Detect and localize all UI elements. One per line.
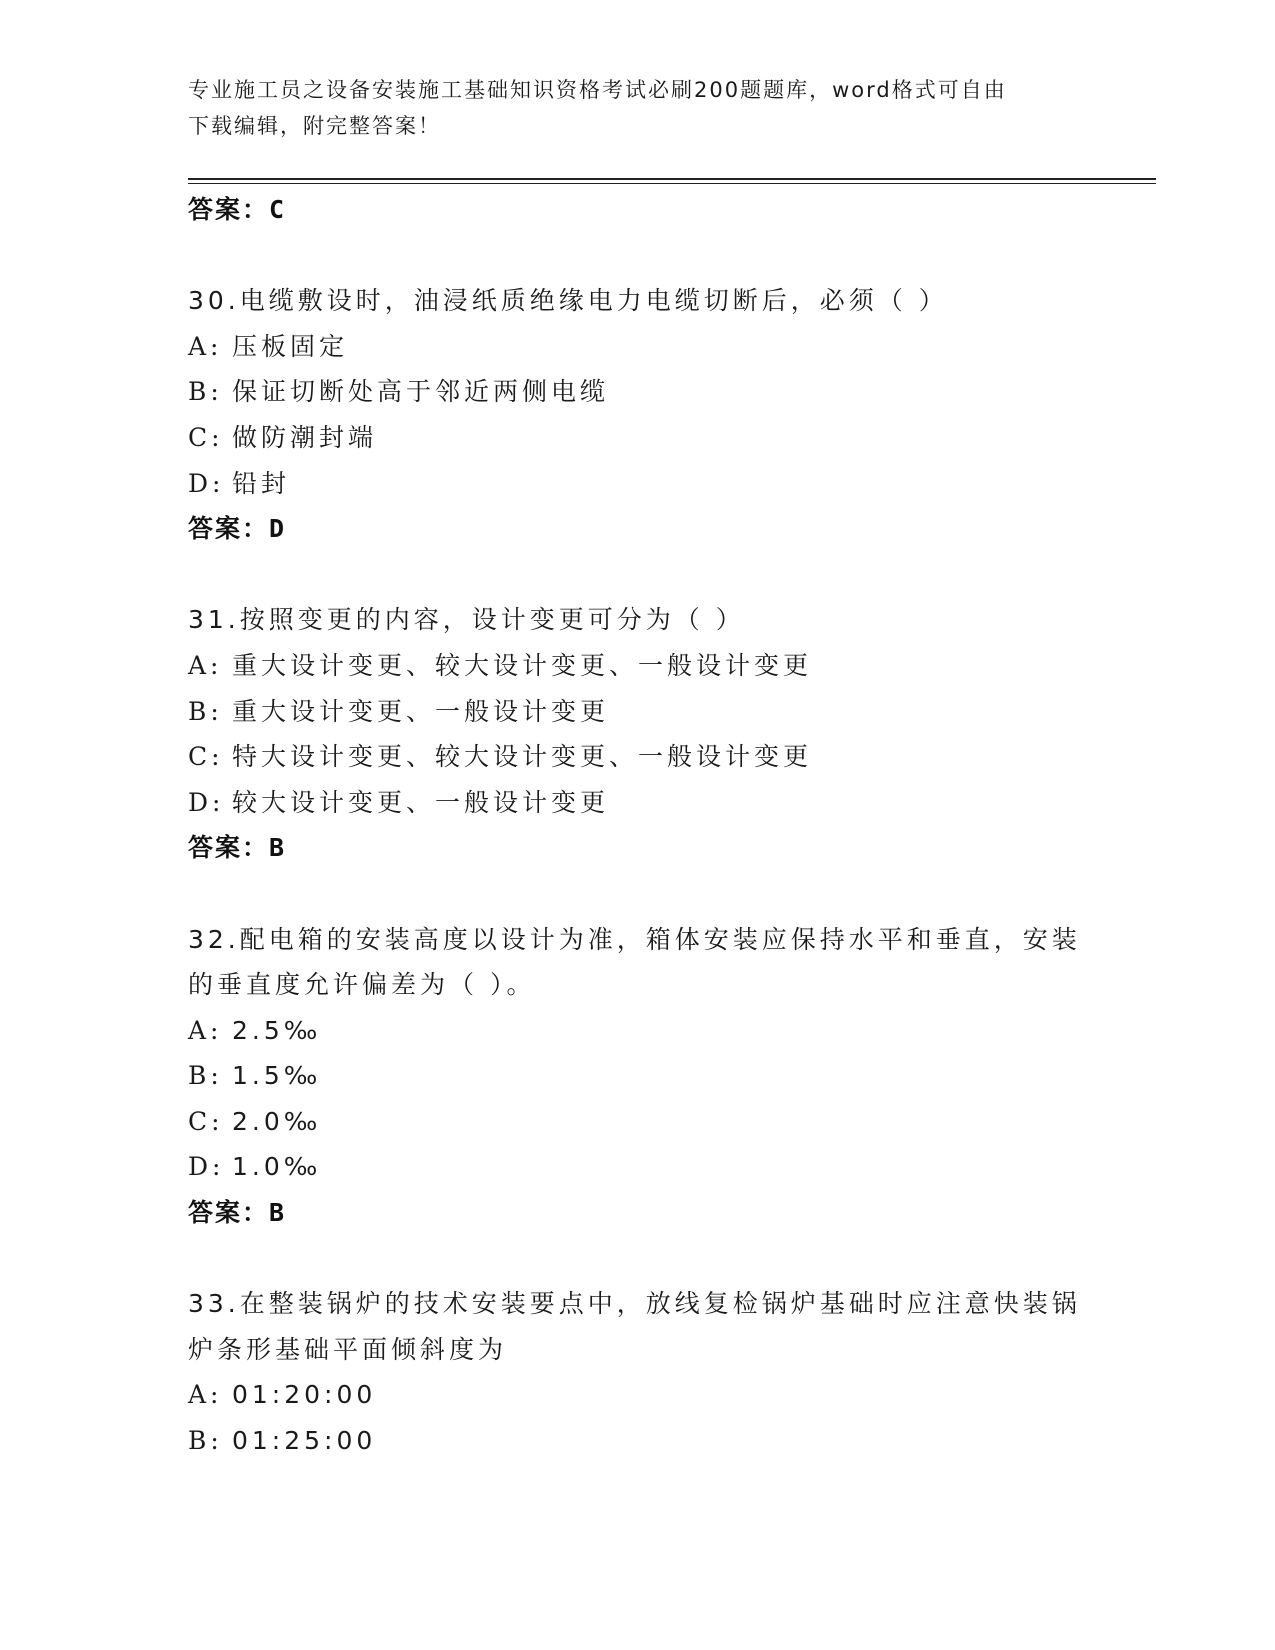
option-text: 重大设计变更、一般设计变更 — [232, 696, 610, 726]
answer-value: D — [269, 514, 287, 544]
option-text: 2.0‰ — [232, 1106, 322, 1136]
question-30 — [188, 278, 1088, 552]
option-a — [188, 324, 1088, 370]
question-stem-line-1: 33.在整装锅炉的技术安装要点中，放线复检锅炉基础时应注意快装锅 — [188, 1289, 1081, 1319]
option-c — [188, 415, 1088, 461]
option-text: 压板固定 — [232, 331, 349, 361]
option-d — [188, 1144, 1088, 1190]
question-stem: 31.按照变更的内容，设计变更可分为（ ） — [188, 605, 745, 635]
document-header — [188, 72, 1088, 144]
option-b — [188, 1418, 1088, 1464]
option-text: 特大设计变更、较大设计变更、一般设计变更 — [232, 742, 813, 772]
option-key: A: — [188, 650, 223, 680]
option-key: C: — [188, 422, 224, 452]
question-32 — [188, 917, 1088, 1236]
option-text: 01:20:00 — [232, 1380, 377, 1410]
option-d — [188, 780, 1088, 826]
spacer — [188, 871, 1088, 917]
option-d — [188, 461, 1088, 507]
question-stem-line-2: 炉条形基础平面倾斜度为 — [188, 1334, 508, 1364]
option-key: B: — [188, 1061, 223, 1091]
header-divider-thin — [188, 183, 1156, 184]
option-text: 1.0‰ — [232, 1152, 322, 1182]
answer-line — [188, 1190, 1088, 1236]
answer-value: B — [269, 833, 287, 863]
option-key: A: — [188, 1380, 223, 1410]
question-31 — [188, 597, 1088, 871]
header-line-2: 下载编辑，附完整答案！ — [188, 114, 441, 138]
answer-label: 答案： — [188, 195, 270, 224]
option-text: 保证切断处高于邻近两侧电缆 — [232, 377, 610, 407]
option-key: D: — [188, 787, 225, 817]
spacer — [188, 552, 1088, 598]
question-33 — [188, 1281, 1088, 1463]
option-a — [188, 1372, 1088, 1418]
option-key: B: — [188, 696, 223, 726]
header-line-1: 专业施工员之设备安装施工基础知识资格考试必刷200题题库，word格式可自由 — [188, 78, 1007, 102]
spacer — [188, 233, 1088, 279]
option-text: 重大设计变更、较大设计变更、一般设计变更 — [232, 650, 813, 680]
question-stem-line-1: 32.配电箱的安装高度以设计为准，箱体安装应保持水平和垂直，安装 — [188, 924, 1081, 954]
answer-label: 答案： — [188, 1198, 270, 1228]
option-text: 2.5‰ — [232, 1015, 322, 1045]
option-text: 较大设计变更、一般设计变更 — [232, 787, 610, 817]
header-divider-thick — [188, 178, 1156, 180]
document-body — [188, 187, 1088, 1464]
option-text: 铅封 — [232, 468, 291, 498]
option-text: 01:25:00 — [232, 1426, 377, 1456]
option-text: 做防潮封端 — [232, 422, 378, 452]
spacer — [188, 1236, 1088, 1282]
option-c — [188, 734, 1088, 780]
option-key: A: — [188, 331, 223, 361]
option-key: B: — [188, 1426, 223, 1456]
option-key: D: — [188, 468, 225, 498]
option-b — [188, 1053, 1088, 1099]
answer-line — [188, 825, 1088, 871]
question-stem: 30.电缆敷设时，油浸纸质绝缘电力电缆切断后，必须（ ） — [188, 286, 948, 316]
option-b — [188, 369, 1088, 415]
answer-value: B — [269, 1198, 287, 1228]
option-c — [188, 1099, 1088, 1145]
option-a — [188, 1008, 1088, 1054]
option-b — [188, 689, 1088, 735]
answer-label: 答案： — [188, 514, 270, 544]
answer-line — [188, 506, 1088, 552]
answer-label: 答案： — [188, 833, 270, 863]
answer-line-prev — [188, 187, 1088, 233]
option-key: C: — [188, 1106, 224, 1136]
option-key: D: — [188, 1152, 225, 1182]
option-key: B: — [188, 377, 223, 407]
option-key: C: — [188, 742, 224, 772]
question-stem-line-2: 的垂直度允许偏差为（ ）。 — [188, 970, 536, 1000]
option-key: A: — [188, 1015, 223, 1045]
answer-value: C — [269, 195, 287, 224]
option-a — [188, 643, 1088, 689]
option-text: 1.5‰ — [232, 1061, 322, 1091]
